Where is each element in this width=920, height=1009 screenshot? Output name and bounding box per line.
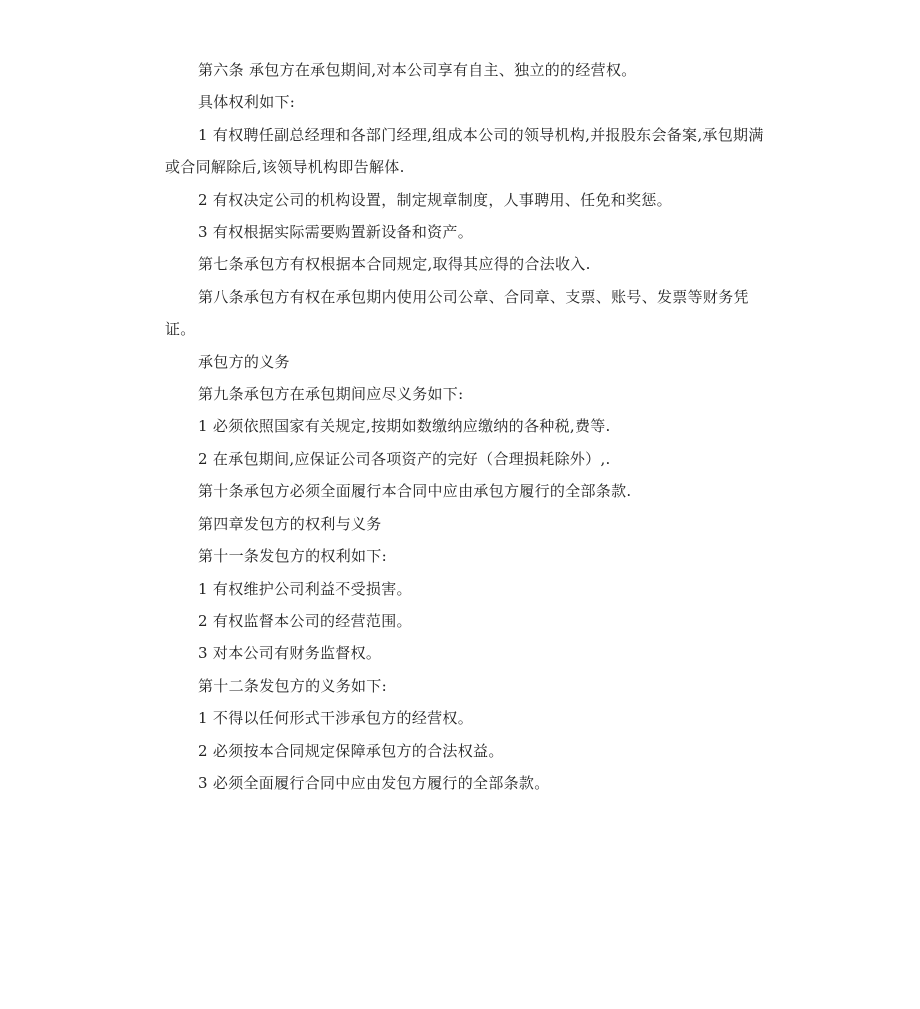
paragraph-article-9: 第九条承包方在承包期间应尽义务如下: (198, 385, 464, 404)
paragraph-rights-intro: 具体权利如下: (198, 93, 296, 112)
paragraph-obligation-2: 2 在承包期间,应保证公司各项资产的完好（合理损耗除外）,. (198, 449, 611, 468)
paragraph-issuer-right-2: 2 有权监督本公司的经营范围。 (198, 611, 412, 630)
paragraph-article-10: 第十条承包方必须全面履行本合同中应由承包方履行的全部条款. (198, 482, 632, 501)
paragraph-contractor-obligations-heading: 承包方的义务 (198, 352, 290, 371)
paragraph-article-12: 第十二条发包方的义务如下: (198, 676, 387, 695)
paragraph-chapter-4-heading: 第四章发包方的权利与义务 (198, 514, 382, 533)
paragraph-article-7: 第七条承包方有权根据本合同规定,取得其应得的合法收入. (198, 255, 591, 274)
paragraph-obligation-1: 1 必须依照国家有关规定,按期如数缴纳应缴纳的各种税,费等. (198, 417, 611, 436)
paragraph-article-6: 第六条 承包方在承包期间,对本公司享有自主、独立的的经营权。 (198, 61, 637, 79)
paragraph-article-11: 第十一条发包方的权利如下: (198, 547, 387, 566)
paragraph-right-1: 1 有权聘任副总经理和各部门经理,组成本公司的领导机构,并报股东会备案,承包期满或合同解除后,该领导机构即告解体. (165, 125, 764, 177)
paragraph-issuer-obligation-2: 2 必须按本合同规定保障承包方的合法权益。 (198, 741, 504, 760)
paragraph-issuer-right-1: 1 有权维护公司利益不受损害。 (198, 579, 412, 598)
paragraph-issuer-right-3: 3 对本公司有财务监督权。 (198, 644, 382, 663)
document-body (165, 54, 765, 799)
paragraph-right-3: 3 有权根据实际需要购置新设备和资产。 (198, 223, 474, 242)
paragraph-article-8: 第八条承包方有权在承包期内使用公司公章、合同章、支票、账号、发票等财务凭证。 (165, 287, 749, 339)
paragraph-issuer-obligation-3: 3 必须全面履行合同中应由发包方履行的全部条款。 (198, 773, 550, 792)
paragraph-issuer-obligation-1: 1 不得以任何形式干涉承包方的经营权。 (198, 709, 474, 728)
paragraph-right-2: 2 有权决定公司的机构设置，制定规章制度，人事聘用、任免和奖惩。 (198, 190, 672, 209)
